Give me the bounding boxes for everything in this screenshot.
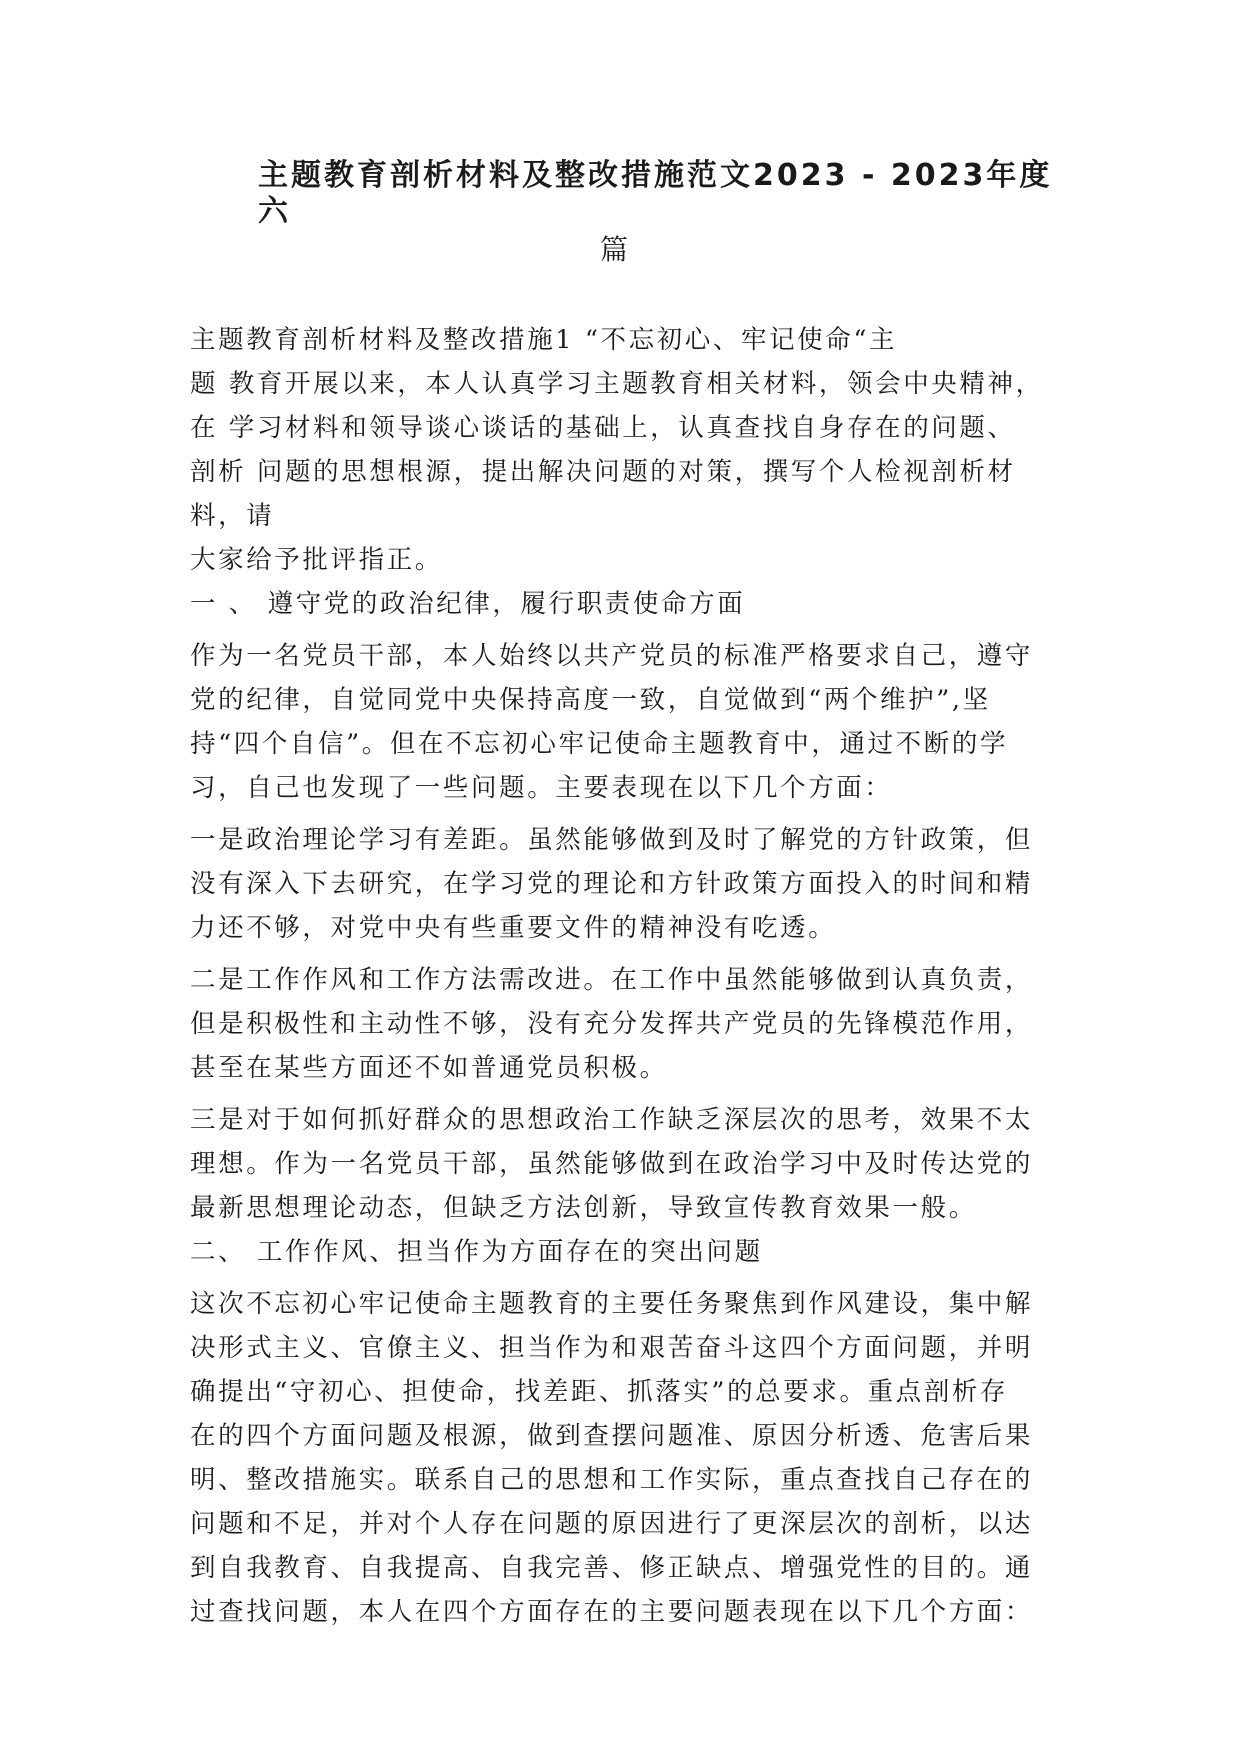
text-line: 这次不忘初心牢记使命主题教育的主要任务聚焦到作风建设，集中解	[190, 1289, 1034, 1319]
text-line: 三是对于如何抓好群众的思想政治工作缺乏深层次的思考，效果不太	[190, 1105, 1034, 1135]
text-line: 决形式主义、官僚主义、担当作为和艰苦奋斗这四个方面问题，并明	[190, 1333, 1034, 1363]
section-2-paragraph	[190, 1282, 1070, 1634]
text-line: 党的纪律，自觉同党中央保持高度一致，自觉做到“两个维护”,坚	[190, 685, 991, 715]
text-line: 在的四个方面问题及根源，做到查摆问题准、原因分析透、危害后果	[190, 1421, 1034, 1451]
text-line: 最新思想理论动态，但缺乏方法创新，导致宣传教育效果一般。	[190, 1193, 977, 1223]
point-1-paragraph	[190, 818, 1070, 950]
text-line: 作为一名党员干部，本人始终以共产党员的标准严格要求自己，遵守	[190, 641, 1034, 671]
text-line: 主题教育剖析材料及整改措施1 “不忘初心、牢记使命“主	[190, 325, 898, 355]
text-line: 剖析 问题的思想根源，提出解决问题的对策，撰写个人检视剖析材	[190, 457, 1016, 487]
text-line: 二是工作作风和工作方法需改进。在工作中虽然能够做到认真负责，	[190, 965, 1034, 995]
text-line: 习，自己也发现了一些问题。主要表现在以下几个方面：	[190, 773, 893, 803]
text-line: 问题和不足，并对个人存在问题的原因进行了更深层次的剖析，以达	[190, 1509, 1034, 1539]
text-line: 理想。作为一名党员干部，虽然能够做到在政治学习中及时传达党的	[190, 1149, 1034, 1179]
section-1-heading: 一 、 遵守党的政治纪律，履行职责使命方面	[190, 589, 746, 619]
document-title	[258, 158, 1058, 230]
text-line: 到自我教育、自我提高、自我完善、修正缺点、增强党性的目的。通	[190, 1553, 1034, 1583]
text-line: 过查找问题，本人在四个方面存在的主要问题表现在以下几个方面：	[190, 1597, 1034, 1627]
title-line-1: 主题教育剖析材料及整改措施范文2023 - 2023年度	[258, 158, 1053, 193]
document-body	[190, 318, 1070, 1634]
text-line: 没有深入下去研究，在学习党的理论和方针政策方面投入的时间和精	[190, 869, 1034, 899]
section-2-heading: 二、 工作作风、担当作为方面存在的突出问题	[190, 1237, 763, 1267]
text-line: 确提出“守初心、担使命，找差距、抓落实”的总要求。重点剖析存	[190, 1377, 1009, 1407]
section-1-paragraph	[190, 634, 1070, 810]
text-line: 大家给予批评指正。	[190, 545, 443, 575]
text-line: 甚至在某些方面还不如普通党员积极。	[190, 1053, 668, 1083]
title-line-3: 篇	[600, 233, 629, 266]
title-line-2: 六	[258, 194, 291, 229]
text-line: 明、整改措施实。联系自己的思想和工作实际，重点查找自己存在的	[190, 1465, 1034, 1495]
text-line: 力还不够，对党中央有些重要文件的精神没有吃透。	[190, 913, 837, 943]
point-3-paragraph	[190, 1098, 1070, 1230]
text-line: 题 教育开展以来，本人认真学习主题教育相关材料，领会中央精神，	[190, 369, 1044, 399]
intro-paragraph	[190, 318, 1070, 582]
text-line: 一是政治理论学习有差距。虽然能够做到及时了解党的方针政策，但	[190, 825, 1034, 855]
point-2-paragraph	[190, 958, 1070, 1090]
text-line: 持“四个自信”。但在不忘初心牢记使命主题教育中，通过不断的学	[190, 729, 1009, 759]
text-line: 在 学习材料和领导谈心谈话的基础上，认真查找自身存在的问题、	[190, 413, 1016, 443]
text-line: 料，请	[190, 501, 275, 531]
text-line: 但是积极性和主动性不够，没有充分发挥共产党员的先锋模范作用，	[190, 1009, 1034, 1039]
